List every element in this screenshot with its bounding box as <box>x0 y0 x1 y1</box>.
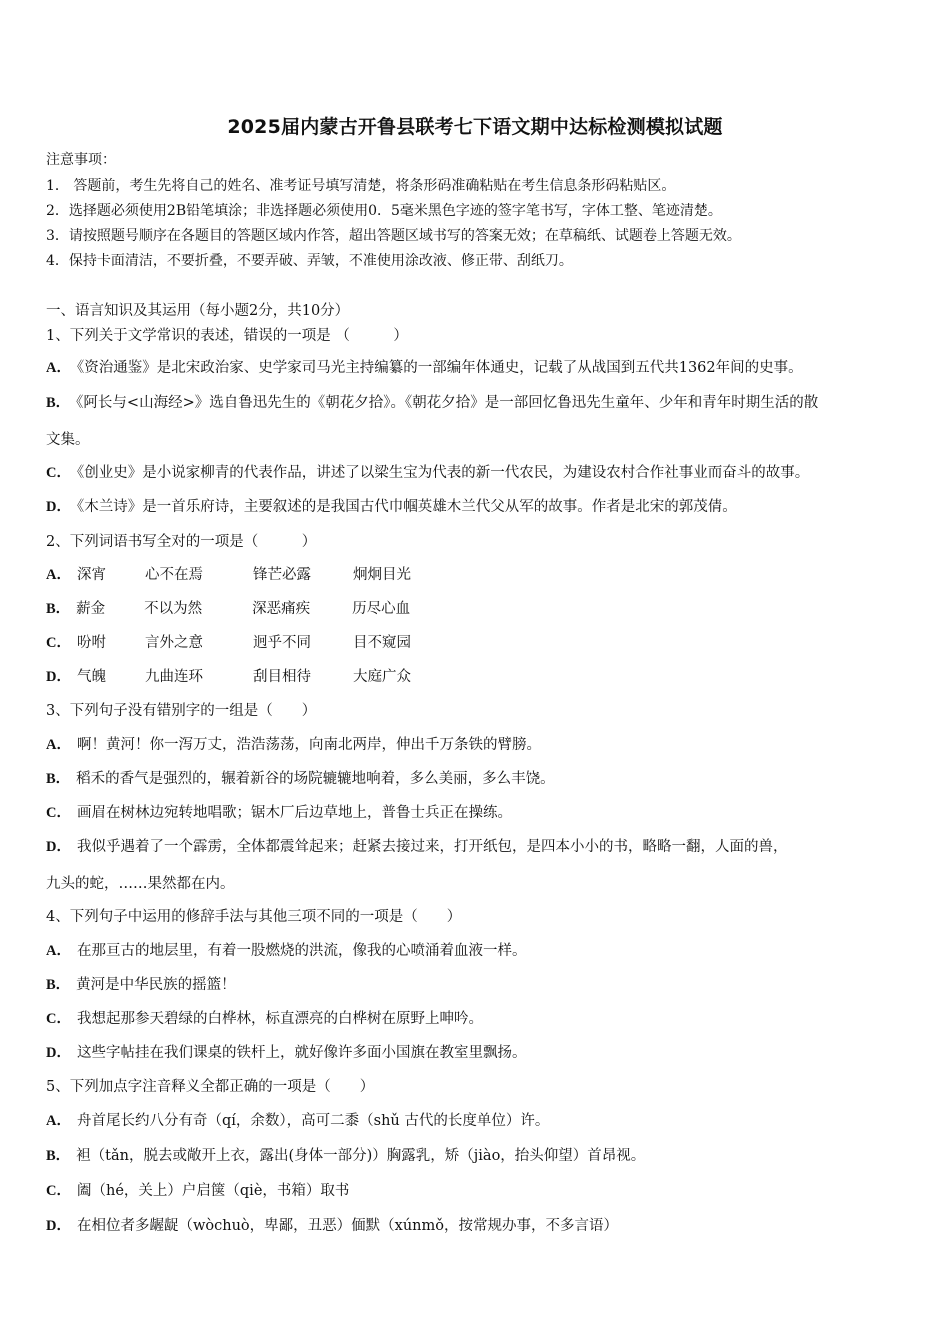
question-1-option-b <box>46 393 818 413</box>
option-text: 《阿长与<山海经>》选自鲁迅先生的《朝花夕拾》。《朝花夕拾》是一部回忆鲁迅先生童年、少年和青年时期生活的散 <box>76 395 819 411</box>
option-label: D． <box>46 499 71 515</box>
option-text: 舟首尾长约八分有奇（qí，余数），高可二黍（shǔ 古代的长度单位）许。 <box>76 1113 550 1129</box>
notice-item-3: 3．请按照题号顺序在各题目的答题区域内作答，超出答题区域书写的答案无效；在草稿纸、试题卷上答题无效。 <box>46 228 741 244</box>
question-4-stem: 4、下列句子中运用的修辞手法与其他三项不同的一项是（ ） <box>46 909 462 925</box>
option-label: C． <box>46 465 71 481</box>
word: 不以为然 <box>144 601 203 617</box>
word: 言外之意 <box>144 635 203 651</box>
option-text: 《资治通鉴》是北宋政治家、史学家司马光主持编纂的一部编年体通史，记载了从战国到五代共1362年间的史事。 <box>76 360 803 376</box>
option-label: B． <box>46 977 71 993</box>
word: 心不在焉 <box>144 567 203 583</box>
option-text: 《木兰诗》是一首乐府诗，主要叙述的是我国古代巾帼英雄木兰代父从军的故事。作者是北宋的郭茂倩。 <box>76 499 737 515</box>
question-4-option-b <box>46 975 236 995</box>
notice-item-4: 4．保持卡面清洁，不要折叠，不要弄破、弄皱，不准使用涂改液、修正带、刮纸刀。 <box>46 253 573 269</box>
option-text: 啊！黄河！你一泻万丈，浩浩荡荡，向南北两岸，伸出千万条铁的臂膀。 <box>76 737 541 753</box>
word: 历尽心血 <box>352 601 411 617</box>
option-text: 我想起那参天碧绿的白桦林，标直漂亮的白桦树在原野上呻吟。 <box>76 1011 483 1027</box>
option-label: A． <box>46 567 71 583</box>
question-2-option-b <box>46 599 410 619</box>
question-1-option-a <box>46 358 803 378</box>
option-text: 稻禾的香气是强烈的，辗着新谷的场院辘辘地响着，多么美丽，多么丰饶。 <box>76 771 555 787</box>
option-text: 画眉在树林边宛转地唱歌；锯木厂后边草地上，普鲁士兵正在操练。 <box>76 805 512 821</box>
option-label: D． <box>46 839 71 855</box>
word: 气魄 <box>76 669 106 685</box>
question-4-option-a <box>46 941 526 961</box>
option-label: D． <box>46 669 71 685</box>
option-label: B． <box>46 601 71 617</box>
option-label: A． <box>46 1113 71 1129</box>
question-1-option-b-cont: 文集。 <box>46 432 90 448</box>
question-5-option-c <box>46 1181 349 1201</box>
question-3-stem: 3、下列句子没有错别字的一组是（ ） <box>46 703 317 719</box>
option-label: D． <box>46 1218 71 1234</box>
word: 迥乎不同 <box>252 635 311 651</box>
question-1-stem: 1、下列关于文学常识的表述，错误的一项是 （ ） <box>46 328 408 344</box>
word: 吩咐 <box>76 635 106 651</box>
question-5-option-a <box>46 1111 549 1131</box>
question-3-option-b <box>46 769 555 789</box>
word: 深恶痛疾 <box>252 601 311 617</box>
word: 目不窥园 <box>352 635 411 651</box>
question-3-option-c <box>46 803 512 823</box>
question-1-option-d <box>46 497 737 517</box>
word: 九曲连环 <box>144 669 203 685</box>
question-5-stem: 5、下列加点字注音释义全都正确的一项是（ ） <box>46 1079 375 1095</box>
option-label: A． <box>46 943 71 959</box>
question-2-stem: 2、下列词语书写全对的一项是（ ） <box>46 534 317 550</box>
option-text: 阖（hé，关上）户启箧（qiè，书箱）取书 <box>76 1183 350 1199</box>
word: 深宵 <box>76 567 106 583</box>
option-text: 《创业史》是小说家柳青的代表作品，讲述了以梁生宝为代表的新一代农民，为建设农村合作社事业而奋斗的故事。 <box>76 465 810 481</box>
word: 炯炯目光 <box>352 567 411 583</box>
option-label: C． <box>46 635 71 651</box>
option-text: 这些字帖挂在我们课桌的铁杆上，就好像许多面小国旗在教室里飘扬。 <box>76 1045 527 1061</box>
notice-item-1: 1． 答题前，考生先将自己的姓名、准考证号填写清楚，将条形码准确粘贴在考生信息条形码粘贴区。 <box>46 178 676 194</box>
option-label: B． <box>46 395 71 411</box>
question-1-option-c <box>46 463 809 483</box>
page-title: 2025届内蒙古开鲁县联考七下语文期中达标检测模拟试题 <box>227 116 723 138</box>
option-text: 在相位者多龌龊（wòchuò，卑鄙，丑恶）偭默（xúnmǒ，按常规办事，不多言语） <box>76 1218 618 1234</box>
word: 大庭广众 <box>352 669 411 685</box>
option-label: A． <box>46 737 71 753</box>
option-text: 在那亘古的地层里，有着一股燃烧的洪流，像我的心喷涌着血液一样。 <box>76 943 527 959</box>
question-2-option-d <box>46 667 411 687</box>
notice-item-2: 2．选择题必须使用2B铅笔填涂；非选择题必须使用0．5毫米黑色字迹的签字笔书写，字体工整、笔迹清楚。 <box>46 203 722 219</box>
notice-heading: 注意事项： <box>46 152 116 168</box>
option-text: 袒（tǎn，脱去或敞开上衣，露出(身体一部分)）胸露乳，矫（jiào，抬头仰望）首昂视。 <box>76 1148 646 1164</box>
word: 刮目相待 <box>252 669 311 685</box>
question-4-option-c <box>46 1009 483 1029</box>
question-3-option-a <box>46 735 541 755</box>
question-3-option-d <box>46 837 787 857</box>
question-4-option-d <box>46 1043 526 1063</box>
question-3-option-d-cont: 九头的蛇，……果然都在内。 <box>46 876 235 892</box>
option-label: A． <box>46 360 71 376</box>
word: 薪金 <box>76 601 106 617</box>
option-label: B． <box>46 771 71 787</box>
section-heading: 一、语言知识及其运用（每小题2分，共10分） <box>46 303 350 319</box>
option-label: D． <box>46 1045 71 1061</box>
option-label: C． <box>46 1183 71 1199</box>
option-text: 黄河是中华民族的摇篮！ <box>76 977 236 993</box>
question-5-option-b <box>46 1146 645 1166</box>
option-label: C． <box>46 805 71 821</box>
option-label: B． <box>46 1148 71 1164</box>
question-5-option-d <box>46 1216 618 1236</box>
option-text: 我似乎遇着了一个霹雳，全体都震耸起来；赶紧去接过来，打开纸包，是四本小小的书，略略一翻，人面的兽， <box>76 839 788 855</box>
option-label: C． <box>46 1011 71 1027</box>
word: 锋芒必露 <box>252 567 311 583</box>
question-2-option-a <box>46 565 411 585</box>
question-2-option-c <box>46 633 411 653</box>
